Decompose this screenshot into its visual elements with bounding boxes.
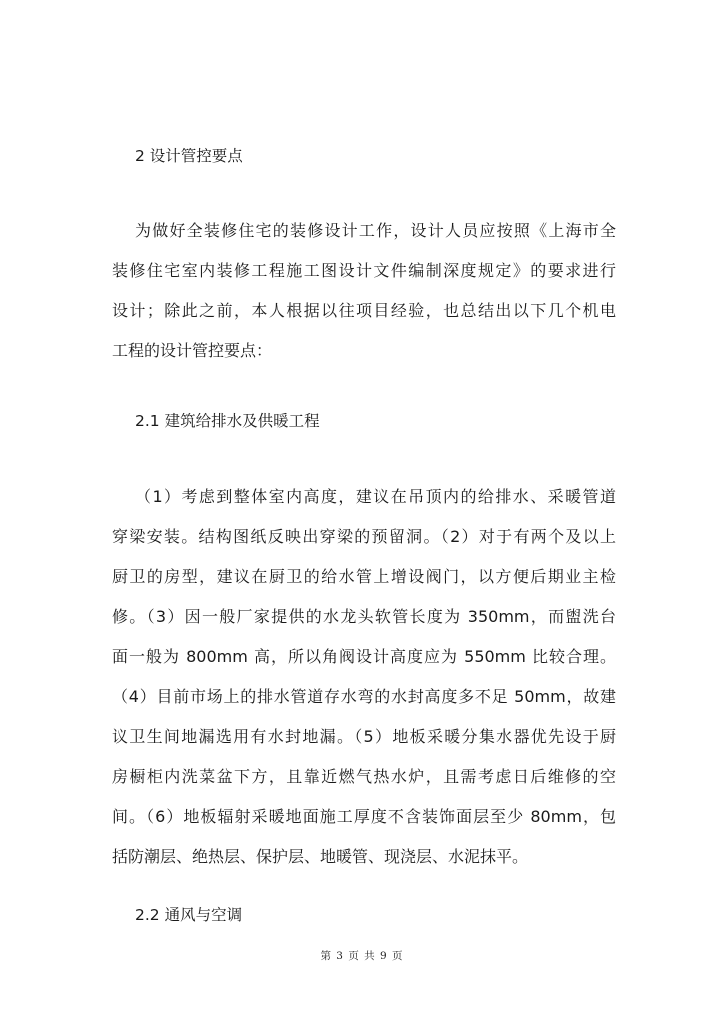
paragraph-line: 厨卫的房型，建议在厨卫的给水管上增设阀门，以方便后期业主检 xyxy=(112,567,616,586)
paragraph-line: 穿梁安装。结构图纸反映出穿梁的预留洞。（2）对于有两个及以上 xyxy=(112,527,616,546)
paragraph-line: 议卫生间地漏选用有水封地漏。（5）地板采暖分集水器优先设于厨 xyxy=(112,727,616,746)
paragraph-line: 面一般为 800mm 高，所以角阀设计高度应为 550mm 比较合理。 xyxy=(112,647,616,666)
paragraph-line: 括防潮层、绝热层、保护层、地暖管、现浇层、水泥抹平。 xyxy=(112,847,529,866)
paragraph-line: 装修住宅室内装修工程施工图设计文件编制深度规定》的要求进行 xyxy=(112,261,616,280)
intro-paragraph xyxy=(112,211,616,371)
paragraph-line: （4）目前市场上的排水管道存水弯的水封高度多不足 50mm，故建 xyxy=(112,687,616,706)
subsection-heading: 2.1 建筑给排水及供暖工程 xyxy=(135,412,320,430)
paragraph-line: 工程的设计管控要点： xyxy=(112,341,273,360)
paragraph-line: 间。（6）地板辐射采暖地面施工厚度不含装饰面层至少 80mm，包 xyxy=(112,807,616,826)
paragraph-line: （1）考虑到整体室内高度，建议在吊顶内的给排水、采暖管道 xyxy=(135,487,616,506)
subsection-heading: 2.2 通风与空调 xyxy=(135,906,243,924)
subsection-paragraph xyxy=(112,477,616,877)
paragraph-line: 为做好全装修住宅的装修设计工作，设计人员应按照《上海市全 xyxy=(135,221,616,240)
paragraph-line: 房橱柜内洗菜盆下方，且靠近燃气热水炉，且需考虑日后维修的空 xyxy=(112,767,616,786)
page-number-footer: 第 3 页 共 9 页 xyxy=(320,950,404,962)
paragraph-line: 设计；除此之前，本人根据以往项目经验，也总结出以下几个机电 xyxy=(112,301,616,320)
section-heading: 2 设计管控要点 xyxy=(135,147,243,165)
paragraph-line: 修。（3）因一般厂家提供的水龙头软管长度为 350mm，而盥洗台 xyxy=(112,607,616,626)
